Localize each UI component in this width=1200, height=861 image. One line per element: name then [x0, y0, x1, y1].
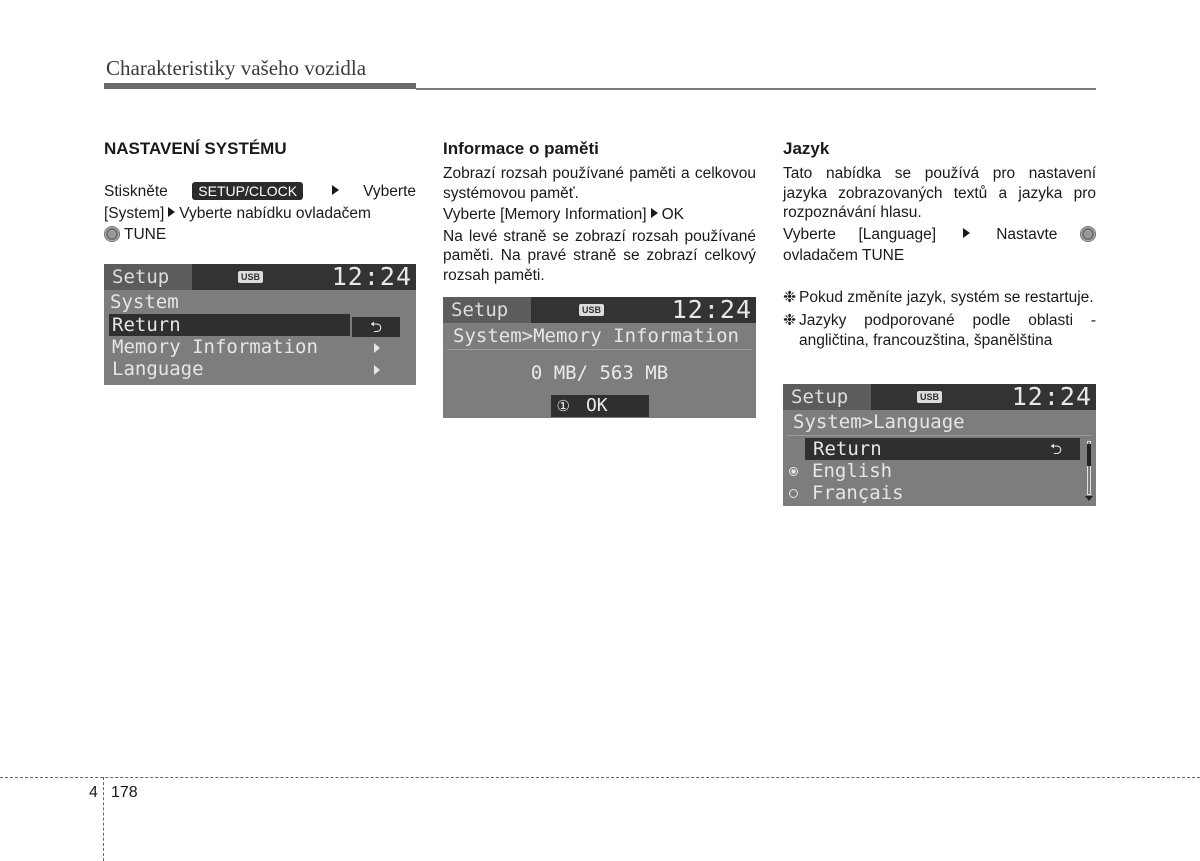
usb-icon: USB [579, 304, 604, 316]
lcd-title: System>Language [787, 410, 1092, 436]
memory-usage-readout: 0 MB/ 563 MB [530, 362, 669, 384]
arrow-right-icon [168, 207, 175, 217]
paragraph-memory-instruction [443, 205, 756, 225]
lcd-clock: 12:24 [671, 297, 752, 324]
lcd-menu-item-return[interactable] [109, 314, 350, 336]
instruction-line-1 [104, 182, 416, 202]
footer-rule [0, 777, 1200, 778]
lcd-clock: 12:24 [1011, 384, 1092, 411]
footer-divider [103, 777, 104, 861]
section-heading-memory-information: Informace o paměti [443, 139, 599, 158]
scroll-down-icon [1085, 496, 1093, 501]
lcd-tab-setup: Setup [443, 297, 531, 323]
instruction-text: Vyberte [Language] [783, 225, 937, 243]
lcd-menu-label: Memory Information [112, 336, 318, 358]
section-heading-system-setup: NASTAVENÍ SYSTÉMU [104, 139, 287, 158]
instruction-text: Stiskněte [104, 183, 168, 200]
return-icon[interactable]: ⮌ [352, 317, 400, 337]
instruction-text: Vyberte [Memory Information] [443, 206, 647, 223]
arrow-right-icon [332, 185, 339, 195]
lcd-menu-item-language[interactable] [104, 358, 416, 380]
paragraph-language-instruction [783, 225, 1096, 245]
note-mark-icon: ❉ [783, 288, 796, 306]
radio-unselected-icon [789, 489, 798, 498]
column-memory-information [443, 138, 756, 287]
return-icon: ⮌ [1049, 440, 1062, 458]
paragraph-language-instruction-end: ovladačem TUNE [783, 247, 905, 264]
chapter-number: 4 [89, 784, 98, 801]
lcd-scrollbar[interactable] [1085, 441, 1093, 503]
radio-selected-icon [789, 467, 798, 476]
instruction-text: TUNE [124, 226, 167, 243]
arrow-right-icon [374, 343, 380, 353]
paragraph-memory-description: Zobrazí rozsah používané paměti a celkovou systémovou paměť. [443, 165, 756, 202]
tune-knob-icon [104, 226, 120, 242]
lcd-screen-system [104, 264, 416, 385]
header-rule-thin [416, 88, 1096, 90]
lcd-menu-label: Language [112, 358, 204, 380]
note-restart [783, 288, 1096, 308]
lcd-option-label: Français [812, 482, 904, 504]
arrow-right-icon [374, 365, 380, 375]
lcd-clock: 12:24 [331, 264, 412, 291]
arrow-right-icon [963, 228, 970, 238]
paragraph-language-description: Tato nabídka se používá pro nastavení jazyka zobrazovaných textů a jazyka pro rozpoznávání hlasu. [783, 165, 1096, 221]
instruction-line-2 [104, 204, 416, 224]
lcd-option-francais[interactable] [783, 482, 1096, 504]
section-heading-language: Jazyk [783, 139, 830, 158]
lcd-status-bar [443, 297, 756, 323]
lcd-title: System>Memory Information [447, 323, 752, 350]
lcd-screen-memory [443, 297, 756, 418]
info-icon: ① [556, 397, 570, 415]
lcd-menu-label: Return [112, 314, 181, 336]
lcd-screen-language [783, 384, 1096, 506]
lcd-status-bar [104, 264, 416, 290]
lcd-tab-setup: Setup [783, 384, 871, 410]
instruction-text: OK [661, 206, 684, 223]
lcd-option-english[interactable] [783, 460, 1096, 482]
instruction-text: [System] [104, 204, 165, 222]
note-text: Pokud změníte jazyk, systém se restartuje. [799, 288, 1094, 306]
column-language [783, 138, 1096, 354]
instruction-text: Vyberte [363, 183, 417, 200]
ok-label: OK [585, 395, 608, 416]
instruction-text: Nastavte [996, 225, 1058, 243]
header-rule [104, 83, 416, 89]
instruction-line-3 [104, 225, 416, 245]
tune-knob-icon [1080, 226, 1096, 242]
lcd-tab-setup: Setup [104, 264, 192, 290]
lcd-menu-item-memory-information[interactable] [104, 336, 416, 358]
lcd-option-label: English [812, 460, 893, 482]
instruction-text: Vyberte nabídku ovladačem [179, 204, 371, 222]
setup-clock-key-badge: SETUP/CLOCK [192, 182, 303, 200]
lcd-menu-item-return[interactable] [805, 438, 1080, 460]
column-system-setup [104, 138, 416, 247]
lcd-title: System [110, 291, 179, 313]
note-text: Jazyky podporované podle oblasti - angličtina, francouzština, španělština [799, 312, 1096, 349]
arrow-right-icon [651, 208, 658, 218]
usb-icon: USB [238, 271, 263, 283]
running-header: Charakteristiky vašeho vozidla [106, 56, 367, 80]
usb-icon: USB [917, 391, 942, 403]
page-number: 178 [111, 784, 138, 801]
note-supported-languages [783, 311, 1096, 350]
lcd-menu-label: Return [813, 438, 882, 460]
ok-button[interactable] [551, 395, 649, 417]
note-mark-icon: ❉ [783, 312, 796, 329]
lcd-status-bar [783, 384, 1096, 410]
paragraph-memory-explanation: Na levé straně se zobrazí rozsah používané paměti. Na pravé straně se zobrazí celkový rozsah paměti. [443, 227, 756, 284]
scrollbar-thumb[interactable] [1087, 444, 1091, 466]
